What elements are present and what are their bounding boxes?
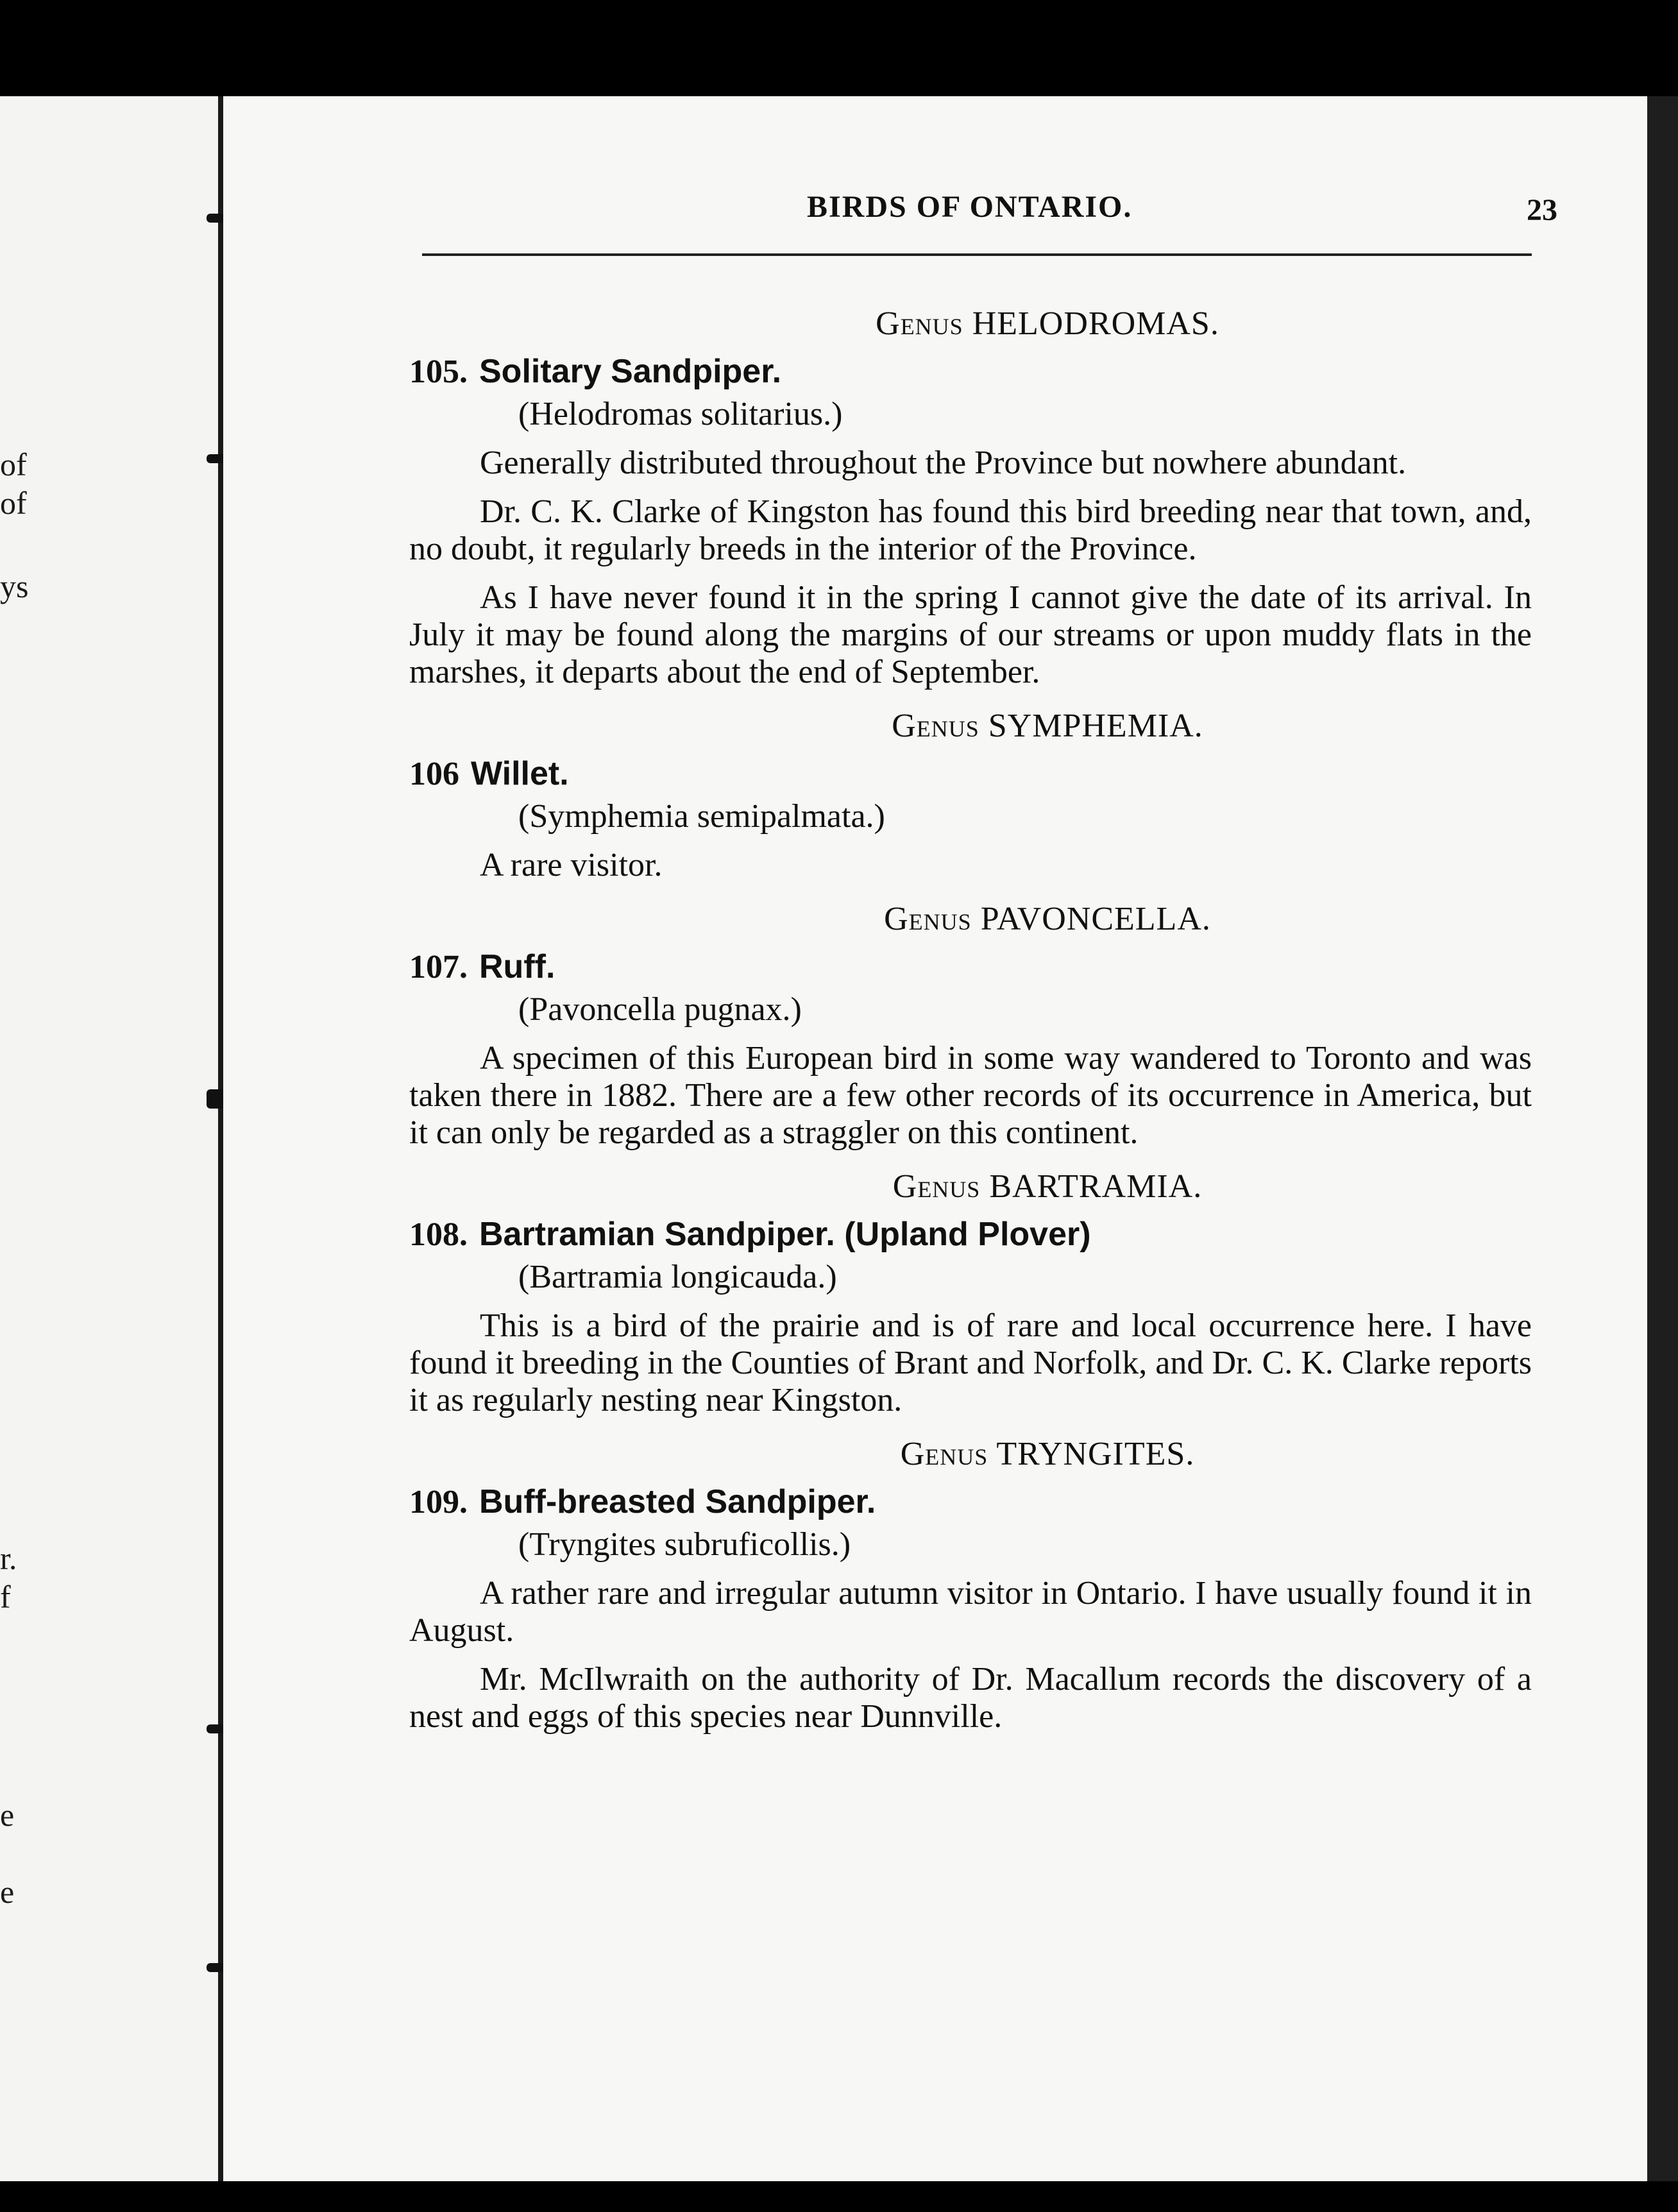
left-fragment: e xyxy=(0,1874,15,1910)
left-fragment: of xyxy=(0,447,27,482)
species-paragraph: A rather rare and irregular autumn visitor in Ontario. I have usually found it in August. xyxy=(409,1575,1532,1649)
species-number: 109. xyxy=(409,1484,468,1520)
species-paragraph: A rare visitor. xyxy=(480,847,663,883)
running-head: BIRDS OF ONTARIO. xyxy=(807,190,1133,224)
page-number: 23 xyxy=(1527,193,1557,227)
species-common-name: Ruff. xyxy=(479,948,555,985)
species-section xyxy=(409,901,1532,1152)
left-page-edge xyxy=(0,96,218,2181)
left-fragment: r. xyxy=(0,1540,17,1576)
left-fragment: of xyxy=(0,485,27,521)
header-rule xyxy=(422,253,1532,256)
page-edge-shadow xyxy=(1647,96,1678,2181)
genus-heading: Genus SYMPHEMIA. xyxy=(892,708,1203,744)
species-number: 106 xyxy=(409,756,459,792)
species-heading xyxy=(409,948,1532,986)
species-section xyxy=(409,1436,1532,1735)
species-common-name: Bartramian Sandpiper. (Upland Plover) xyxy=(479,1216,1091,1253)
species-heading xyxy=(409,1483,1532,1521)
species-common-name: Solitary Sandpiper. xyxy=(479,353,782,390)
species-heading xyxy=(409,1216,1532,1254)
species-common-name: Buff-breasted Sandpiper. xyxy=(479,1483,876,1520)
genus-heading: Genus HELODROMAS. xyxy=(876,305,1219,342)
gutter-binding-line xyxy=(218,96,223,2181)
species-paragraph: Dr. C. K. Clarke of Kingston has found this bird breeding near that town, and, no doubt, it regularly breeds in the interior of the Province. xyxy=(409,493,1532,567)
left-fragment: f xyxy=(0,1579,11,1615)
species-number: 105. xyxy=(409,353,468,390)
page-body xyxy=(409,289,1532,1747)
species-latin-name: (Bartramia longicauda.) xyxy=(518,1259,837,1295)
genus-heading: Genus PAVONCELLA. xyxy=(884,901,1211,937)
species-section xyxy=(409,1168,1532,1419)
species-latin-name: (Helodromas solitarius.) xyxy=(518,396,843,432)
species-heading xyxy=(409,353,1532,391)
left-fragment: ys xyxy=(0,568,29,604)
species-latin-name: (Tryngites subruficollis.) xyxy=(518,1526,851,1563)
book-page xyxy=(223,96,1647,2181)
species-paragraph: Mr. McIlwraith on the authority of Dr. Macallum records the discovery of a nest and eggs of this species near Dunnville. xyxy=(409,1661,1532,1735)
species-paragraph: As I have never found it in the spring I cannot give the date of its arrival. In July it may be found along the margins of our streams or upon muddy flats in the marshes, it departs about the end of September. xyxy=(409,579,1532,690)
genus-heading: Genus TRYNGITES. xyxy=(900,1436,1195,1472)
species-latin-name: (Pavoncella pugnax.) xyxy=(518,991,802,1028)
genus-heading: Genus BARTRAMIA. xyxy=(892,1168,1203,1205)
species-common-name: Willet. xyxy=(471,755,569,792)
species-heading xyxy=(409,755,1532,793)
species-section xyxy=(409,305,1532,691)
species-number: 107. xyxy=(409,949,468,985)
left-fragment: e xyxy=(0,1797,15,1833)
species-paragraph: Generally distributed throughout the Province but nowhere abundant. xyxy=(480,445,1407,481)
species-latin-name: (Symphemia semipalmata.) xyxy=(518,798,885,835)
species-section xyxy=(409,708,1532,884)
species-paragraph: A specimen of this European bird in some way wandered to Toronto and was taken there in 1882. There are a few other records of its occurrence in America, but it can only be regarded as a straggler on this continent. xyxy=(409,1040,1532,1151)
species-number: 108. xyxy=(409,1216,468,1253)
species-paragraph: This is a bird of the prairie and is of rare and local occurrence here. I have found it breeding in the Counties of Brant and Norfolk, and Dr. C. K. Clarke reports it as regularly nesting near Kingston. xyxy=(409,1307,1532,1418)
